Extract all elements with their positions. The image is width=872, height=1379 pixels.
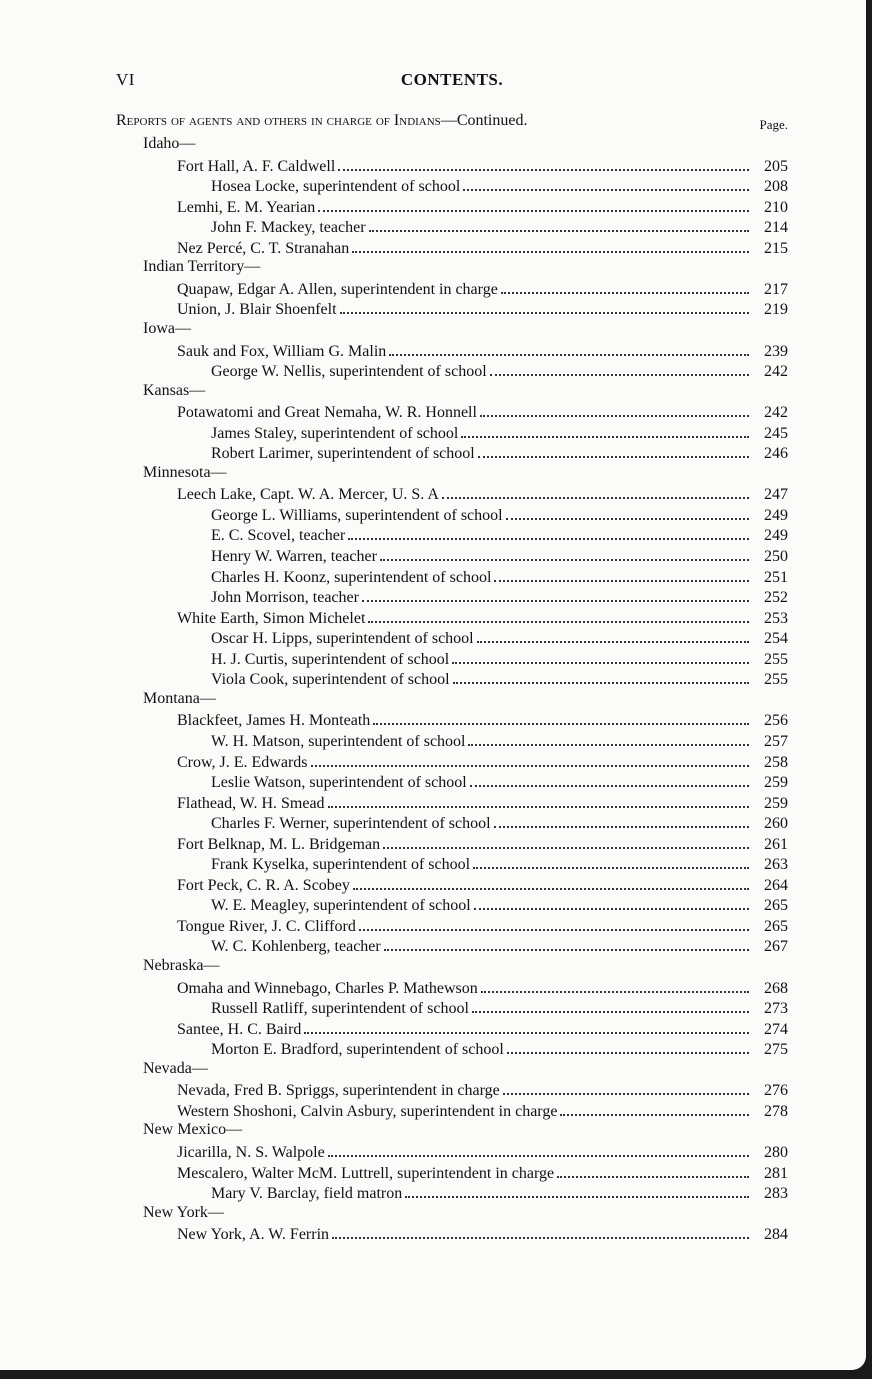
entry-page-number: 245: [764, 425, 788, 442]
toc-entry: [211, 586, 788, 606]
entry-label: W. H. Matson, superintendent of school: [211, 733, 466, 750]
toc-entry: [211, 730, 788, 750]
entry-page-number: 217: [764, 281, 788, 298]
entry-label: Santee, H. C. Baird: [177, 1021, 302, 1038]
state-name: New York—: [143, 1204, 224, 1221]
entry-page-number: 283: [764, 1185, 788, 1202]
dot-leader: [507, 1038, 749, 1054]
entry-page-number: 215: [764, 240, 788, 257]
dot-leader: [494, 566, 749, 582]
toc-entry: [211, 175, 788, 195]
entry-page-number: 246: [764, 445, 788, 462]
entry-page-number: 281: [764, 1165, 788, 1182]
dot-leader: [340, 298, 749, 314]
toc-entry: [211, 1182, 788, 1202]
entry-page-number: 280: [764, 1144, 788, 1161]
entry-label: Charles H. Koonz, superintendent of school: [211, 569, 492, 586]
entry-label: Jicarilla, N. S. Walpole: [177, 1144, 325, 1161]
entry-page-number: 208: [764, 178, 788, 195]
toc-entry: [211, 627, 788, 647]
dot-leader: [328, 1141, 749, 1157]
entry-label: Potawatomi and Great Nemaha, W. R. Honnell: [177, 404, 477, 421]
entry-page-number: 249: [764, 527, 788, 544]
entry-label: James Staley, superintendent of school: [211, 425, 459, 442]
entry-page-number: 255: [764, 651, 788, 668]
entry-label: Fort Hall, A. F. Caldwell: [177, 158, 336, 175]
dot-leader: [352, 237, 749, 253]
state-heading: [143, 1059, 208, 1079]
dot-leader: [369, 216, 749, 232]
entry-page-number: 250: [764, 548, 788, 565]
entry-label: White Earth, Simon Michelet: [177, 610, 366, 627]
dot-leader: [338, 155, 749, 171]
toc-entry: [177, 237, 788, 257]
dot-leader: [473, 853, 749, 869]
entry-page-number: 276: [764, 1082, 788, 1099]
dot-leader: [560, 1100, 749, 1116]
dot-leader: [506, 504, 749, 520]
entry-label: Fort Peck, C. R. A. Scobey: [177, 877, 350, 894]
state-heading: [143, 257, 260, 277]
state-name: Idaho—: [143, 135, 196, 152]
entry-page-number: 256: [764, 712, 788, 729]
entry-page-number: 263: [764, 856, 788, 873]
entry-page-number: 274: [764, 1021, 788, 1038]
page-header: [116, 70, 788, 92]
entry-label: Nez Percé, C. T. Stranahan: [177, 240, 350, 257]
toc-entry: [177, 1223, 788, 1243]
toc-entry: [177, 607, 788, 627]
dot-leader: [453, 668, 749, 684]
entry-page-number: 214: [764, 219, 788, 236]
toc-entry: [211, 1038, 788, 1058]
toc-entry: [177, 278, 788, 298]
entry-page-number: 273: [764, 1000, 788, 1017]
toc-entry: [211, 894, 788, 914]
dot-leader: [380, 545, 749, 561]
entry-label: George W. Nellis, superintendent of school: [211, 363, 487, 380]
entry-page-number: 284: [764, 1226, 788, 1243]
toc-entry: [211, 360, 788, 380]
entry-label: Leslie Watson, superintendent of school: [211, 774, 467, 791]
toc-entry: [177, 1018, 788, 1038]
toc-entry: [211, 853, 788, 873]
entry-page-number: 254: [764, 630, 788, 647]
toc-entry: [177, 483, 788, 503]
entry-label: Morton E. Bradford, superintendent of school: [211, 1041, 504, 1058]
entry-label: Crow, J. E. Edwards: [177, 754, 308, 771]
state-heading: [143, 1203, 224, 1223]
toc-entry: [211, 566, 788, 586]
entry-page-number: 267: [764, 938, 788, 955]
entry-label: W. E. Meagley, superintendent of school: [211, 897, 471, 914]
state-heading: [143, 319, 191, 339]
entry-page-number: 251: [764, 569, 788, 586]
dot-leader: [468, 730, 749, 746]
entry-label: Blackfeet, James H. Monteath: [177, 712, 371, 729]
toc-entry: [177, 1141, 788, 1161]
entry-page-number: 258: [764, 754, 788, 771]
dot-leader: [557, 1162, 749, 1178]
entry-page-number: 265: [764, 897, 788, 914]
state-heading: [143, 381, 205, 401]
section-heading: [116, 112, 788, 132]
dot-leader: [481, 977, 749, 993]
entry-page-number: 278: [764, 1103, 788, 1120]
state-name: Indian Territory—: [143, 258, 261, 275]
entry-page-number: 253: [764, 610, 788, 627]
entry-label: Frank Kyselka, superintendent of school: [211, 856, 471, 873]
entry-label: New York, A. W. Ferrin: [177, 1226, 330, 1243]
entry-page-number: 242: [764, 404, 788, 421]
toc-entry: [177, 1079, 788, 1099]
entry-label: Fort Belknap, M. L. Bridgeman: [177, 836, 381, 853]
page-number-roman: VI: [116, 70, 135, 89]
entry-label: Robert Larimer, superintendent of school: [211, 445, 475, 462]
entry-page-number: 275: [764, 1041, 788, 1058]
state-name: Montana—: [143, 690, 216, 707]
dot-leader: [332, 1223, 749, 1239]
entry-page-number: 268: [764, 980, 788, 997]
state-heading: [143, 1120, 242, 1140]
toc-entry: [177, 1162, 788, 1182]
toc-entry: [211, 935, 788, 955]
entry-label: John Morrison, teacher: [211, 589, 359, 606]
entry-label: Omaha and Winnebago, Charles P. Mathewson: [177, 980, 478, 997]
toc-entry: [211, 524, 788, 544]
toc-entry: [177, 874, 788, 894]
entry-page-number: 259: [764, 795, 788, 812]
toc-entry: [177, 833, 788, 853]
entry-page-number: 242: [764, 363, 788, 380]
entry-label: George L. Williams, superintendent of school: [211, 507, 503, 524]
state-name: Minnesota—: [143, 464, 227, 481]
entry-label: Leech Lake, Capt. W. A. Mercer, U. S. A: [177, 486, 439, 503]
section-title: Reports of agents and others in charge of Indians—Continued.: [116, 112, 528, 129]
entry-label: Quapaw, Edgar A. Allen, superintendent in charge: [177, 281, 498, 298]
dot-leader: [405, 1182, 749, 1198]
state-name: Nevada—: [143, 1060, 208, 1077]
entry-label: Nevada, Fred B. Spriggs, superintendent in charge: [177, 1082, 500, 1099]
dot-leader: [373, 709, 749, 725]
dot-leader: [477, 627, 749, 643]
entry-label: E. C. Scovel, teacher: [211, 527, 346, 544]
dot-leader: [463, 175, 749, 191]
dot-leader: [470, 771, 749, 787]
state-heading: [143, 956, 219, 976]
entry-page-number: 261: [764, 836, 788, 853]
dot-leader: [384, 935, 749, 951]
entry-label: W. C. Kohlenberg, teacher: [211, 938, 381, 955]
dot-leader: [480, 401, 749, 417]
dot-leader: [461, 422, 749, 438]
toc-entry: [211, 771, 788, 791]
dot-leader: [474, 894, 749, 910]
entry-page-number: 247: [764, 486, 788, 503]
entry-page-number: 265: [764, 918, 788, 935]
state-heading: [143, 134, 195, 154]
toc-entry: [177, 340, 788, 360]
dot-leader: [362, 586, 749, 602]
entry-page-number: 260: [764, 815, 788, 832]
toc-entry: [211, 648, 788, 668]
entry-label: Charles F. Werner, superintendent of school: [211, 815, 491, 832]
dot-leader: [311, 751, 750, 767]
dot-leader: [304, 1018, 749, 1034]
toc-entry: [211, 997, 788, 1017]
dot-leader: [494, 812, 749, 828]
dot-leader: [353, 874, 749, 890]
dot-leader: [368, 607, 749, 623]
dot-leader: [318, 196, 749, 212]
dot-leader: [359, 915, 749, 931]
toc-entry: [177, 196, 788, 216]
entry-page-number: 257: [764, 733, 788, 750]
dot-leader: [452, 648, 749, 664]
entry-label: Henry W. Warren, teacher: [211, 548, 377, 565]
entry-label: Sauk and Fox, William G. Malin: [177, 343, 387, 360]
dot-leader: [389, 340, 749, 356]
toc-entry: [177, 751, 788, 771]
dot-leader: [383, 833, 749, 849]
toc-entry: [211, 422, 788, 442]
toc-entry: [177, 1100, 788, 1120]
dot-leader: [503, 1079, 749, 1095]
toc-entry: [177, 401, 788, 421]
state-name: New Mexico—: [143, 1121, 243, 1138]
dot-leader: [442, 483, 749, 499]
entry-page-number: 219: [764, 301, 788, 318]
toc-entry: [177, 155, 788, 175]
toc-entry: [211, 216, 788, 236]
page-title: CONTENTS.: [400, 70, 504, 89]
state-heading: [143, 463, 227, 483]
dot-leader: [328, 792, 749, 808]
toc-entry: [177, 977, 788, 997]
toc-entry: [211, 545, 788, 565]
toc-entry: [177, 298, 788, 318]
dot-leader: [490, 360, 749, 376]
toc-entry: [211, 504, 788, 524]
entry-page-number: 239: [764, 343, 788, 360]
entry-page-number: 205: [764, 158, 788, 175]
dot-leader: [348, 524, 749, 540]
dot-leader: [501, 278, 749, 294]
entry-label: Union, J. Blair Shoenfelt: [177, 301, 337, 318]
entry-label: Mary V. Barclay, field matron: [211, 1185, 403, 1202]
entry-label: Mescalero, Walter McM. Luttrell, superintendent in charge: [177, 1165, 555, 1182]
toc-entry: [177, 709, 788, 729]
entry-page-number: 255: [764, 671, 788, 688]
state-name: Kansas—: [143, 382, 206, 399]
entry-page-number: 210: [764, 199, 788, 216]
entry-label: Oscar H. Lipps, superintendent of school: [211, 630, 474, 647]
page-column-label: Page.: [759, 117, 788, 132]
entry-label: Lemhi, E. M. Yearian: [177, 199, 316, 216]
entry-label: Russell Ratliff, superintendent of school: [211, 1000, 469, 1017]
entry-label: Flathead, W. H. Smead: [177, 795, 325, 812]
dot-leader: [478, 442, 749, 458]
toc-entry: [211, 812, 788, 832]
toc-entry: [177, 792, 788, 812]
entry-label: Viola Cook, superintendent of school: [211, 671, 450, 688]
state-name: Nebraska—: [143, 957, 220, 974]
entry-page-number: 264: [764, 877, 788, 894]
toc-entry: [211, 668, 788, 688]
entry-label: Tongue River, J. C. Clifford: [177, 918, 356, 935]
entry-label: John F. Mackey, teacher: [211, 219, 366, 236]
entry-page-number: 259: [764, 774, 788, 791]
dot-leader: [472, 997, 749, 1013]
state-name: Iowa—: [143, 320, 191, 337]
entry-label: H. J. Curtis, superintendent of school: [211, 651, 450, 668]
entry-label: Western Shoshoni, Calvin Asbury, superintendent in charge: [177, 1103, 558, 1120]
entry-label: Hosea Locke, superintendent of school: [211, 178, 461, 195]
entry-page-number: 252: [764, 589, 788, 606]
state-heading: [143, 689, 216, 709]
toc-entry: [177, 915, 788, 935]
toc-entry: [211, 442, 788, 462]
entry-page-number: 249: [764, 507, 788, 524]
